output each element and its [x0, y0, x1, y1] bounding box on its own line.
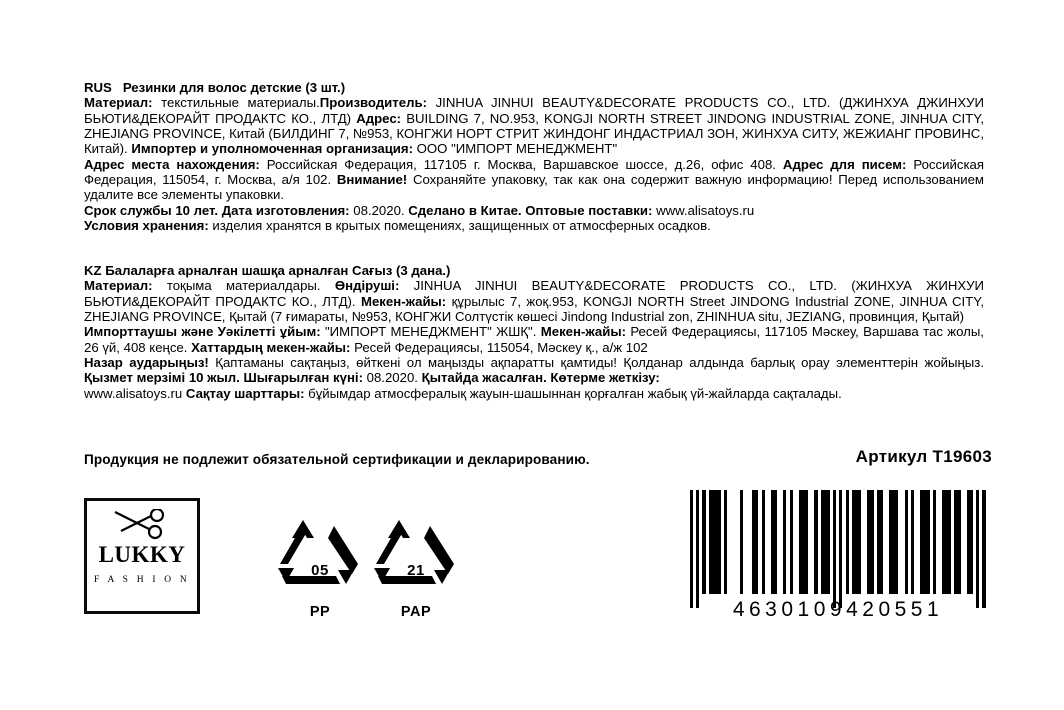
kz-manufacturer-label: Өндіруші:: [334, 278, 400, 294]
recycling-name-pp: PP: [309, 604, 331, 620]
ru-material-label: Материал:: [84, 95, 153, 111]
ru-location-value: Российская Федерация, 117105 г. Москва, Варшавское шоссе, д.26, офис 408.: [266, 156, 776, 172]
kz-attention-value: Қаптаманы сақтаңыз, өйткені ол маңызды ақпаратты қамтиды! Қолданар алдында барлық орау элементтерін жойыңыз.: [215, 355, 984, 370]
kz-importer-label: Импорттаушы және Уәкілетті ұйым:: [84, 324, 321, 340]
ru-section: [84, 80, 984, 233]
lukky-logo: [84, 498, 200, 614]
barcode-bars: [690, 490, 986, 608]
recycling-code-pp: 05: [311, 562, 329, 579]
ru-attention-label: Внимание!: [336, 171, 408, 187]
certification-note: Продукция не подлежит обязательной сертификации и декларированию.: [84, 452, 590, 467]
kz-mfg-date-value: 08.2020.: [366, 370, 418, 386]
article-number: Артикул Т19603: [855, 447, 992, 466]
kz-letters-label: Хаттардың мекен-жайы:: [191, 339, 351, 355]
ru-importer-label: Импортер и уполномоченная организация:: [131, 141, 413, 157]
ru-product-title: Резинки для волос детские (3 шт.): [122, 80, 346, 95]
ru-wholesale-value: www.alisatoys.ru: [656, 202, 755, 218]
kz-storage-label: Сақтау шарттары:: [185, 385, 305, 401]
recycle-triangle-icon: [272, 518, 368, 598]
recycling-symbol-pap: [368, 518, 464, 622]
ru-material-value: текстильные материалы.: [161, 95, 320, 111]
kz-made-in: Қытайда жасалған.: [421, 370, 547, 386]
ru-address-value: BUILDING 7, NO.953, KONGJI NORTH STREET JINDONG INDUSTRIAL ZONE, JINHUA CITY, ZHEJIANG PROVINCE, Китай (БИЛДИНГ 7, №953, КОНГЖИ НОРТ СТРИТ ЖИНДОНГ ИНДАСТРИАЛ ЗОН, ЖИНХУА СИТУ, ЖЕЖИАНГ ПРОВИНС, Китай).: [84, 110, 984, 157]
kz-letters-value: Ресей Федерациясы, 115054, Мәскеу қ., а/ж 102: [354, 339, 648, 355]
kz-material-value: тоқыма материалдары.: [166, 278, 321, 294]
kz-importer-value: "ИМПОРТ МЕНЕДЖМЕНТ" ЖШҚ".: [325, 324, 537, 340]
kz-manufacturer-value: JINHUA JINHUI BEAUTY&DECORATE PRODUCTS CO., LTD. (ЖИНХУА ЖИНХУИ БЬЮТИ&ДЕКОРАЙТ ПРОДАКТС КО., ЛТД).: [84, 278, 984, 309]
kz-material-label: Материал:: [84, 278, 153, 294]
ru-letters-label: Адрес для писем:: [782, 156, 907, 172]
ru-wholesale-label: Оптовые поставки:: [525, 202, 653, 218]
kz-service-life-label: Қызмет мерзімі 10 жыл.: [84, 370, 240, 386]
kz-section: [84, 263, 984, 401]
section-gap: [84, 233, 984, 263]
ru-address-label: Адрес:: [356, 110, 402, 126]
kz-product-title: Балаларға арналған шашқа арналған Сағыз (3 дана.): [105, 263, 451, 279]
ru-lang-code: RUS: [84, 80, 112, 95]
ru-storage-value: изделия хранятся в крытых помещениях, защищенных от атмосферных осадков.: [212, 217, 711, 233]
kz-wholesale-label: Көтерме жеткізу:: [550, 370, 660, 386]
recycling-name-pap: PAP: [400, 604, 432, 620]
logo-text-group: [87, 501, 197, 611]
logo-wordmark: LUKKY: [98, 542, 186, 567]
kz-attention-label: Назар аударыңыз!: [84, 355, 209, 370]
barcode-digits: 4630109420551: [732, 598, 944, 621]
ru-storage-label: Условия хранения:: [84, 217, 209, 233]
ru-letters-value: Российская Федерация, 115054, г. Москва, а/я 102.: [84, 156, 984, 187]
ru-made-in: Сделано в Китае.: [408, 202, 522, 218]
ru-mfg-date-value: 08.2020.: [353, 202, 405, 218]
ru-importer-value: ООО "ИМПОРТ МЕНЕДЖМЕНТ": [416, 141, 618, 157]
kz-mfg-date-label: Шығарылған күні:: [243, 370, 363, 386]
ru-manufacturer-value: JINHUA JINHUI BEAUTY&DECORATE PRODUCTS CO., LTD. (ДЖИНХУА ДЖИНХУИ БЬЮТИ&ДЕКОРАЙТ ПРОДАКТС КО., ЛТД): [84, 95, 984, 126]
recycling-symbol-pp: [272, 518, 368, 622]
kz-wholesale-value: www.alisatoys.ru: [84, 385, 183, 401]
kz-address-label: Мекен-жайы:: [360, 293, 447, 309]
kz-location-label: Мекен-жайы:: [540, 324, 626, 340]
kz-lang-code: KZ: [84, 263, 102, 279]
kz-location-value: Ресей Федерациясы, 117105 Мәскеу, Варшава тас жолы, 26 үй, 408 кеңсе.: [84, 324, 984, 355]
recycling-code-pap: 21: [407, 562, 425, 579]
ru-location-label: Адрес места нахождения:: [84, 156, 260, 172]
kz-address-value: құрылыс 7, жоқ.953, KONGJI NORTH Street JINDONG Industrial ZONE, JINHUA CITY, ZHEJIANG PROVINCE, Қытай (7 ғимараты, №953, КОНГЖИ Солтүстік көшесі Jindong Industrial zon, ZHINHUA situ, JEZIANG, провинция, Қытай): [84, 293, 984, 325]
ru-mfg-date-label: Дата изготовления:: [221, 202, 350, 218]
barcode: [690, 490, 986, 650]
ru-manufacturer-label: Производитель:: [319, 95, 427, 111]
recycle-triangle-icon: [368, 518, 464, 598]
kz-storage-value: бұйымдар атмосфералық жауын-шашыннан қорғалған жабық үй-жайларда сақталады.: [308, 385, 842, 401]
label-text-block: [84, 80, 984, 401]
ru-service-life-label: Срок службы 10 лет.: [84, 202, 219, 218]
ru-attention-value: Сохраняйте упаковку, так как она содержит важную информацию! Перед использованием удалите все элементы упаковки.: [84, 171, 985, 203]
logo-subtitle: F A S H I O N: [94, 575, 190, 585]
